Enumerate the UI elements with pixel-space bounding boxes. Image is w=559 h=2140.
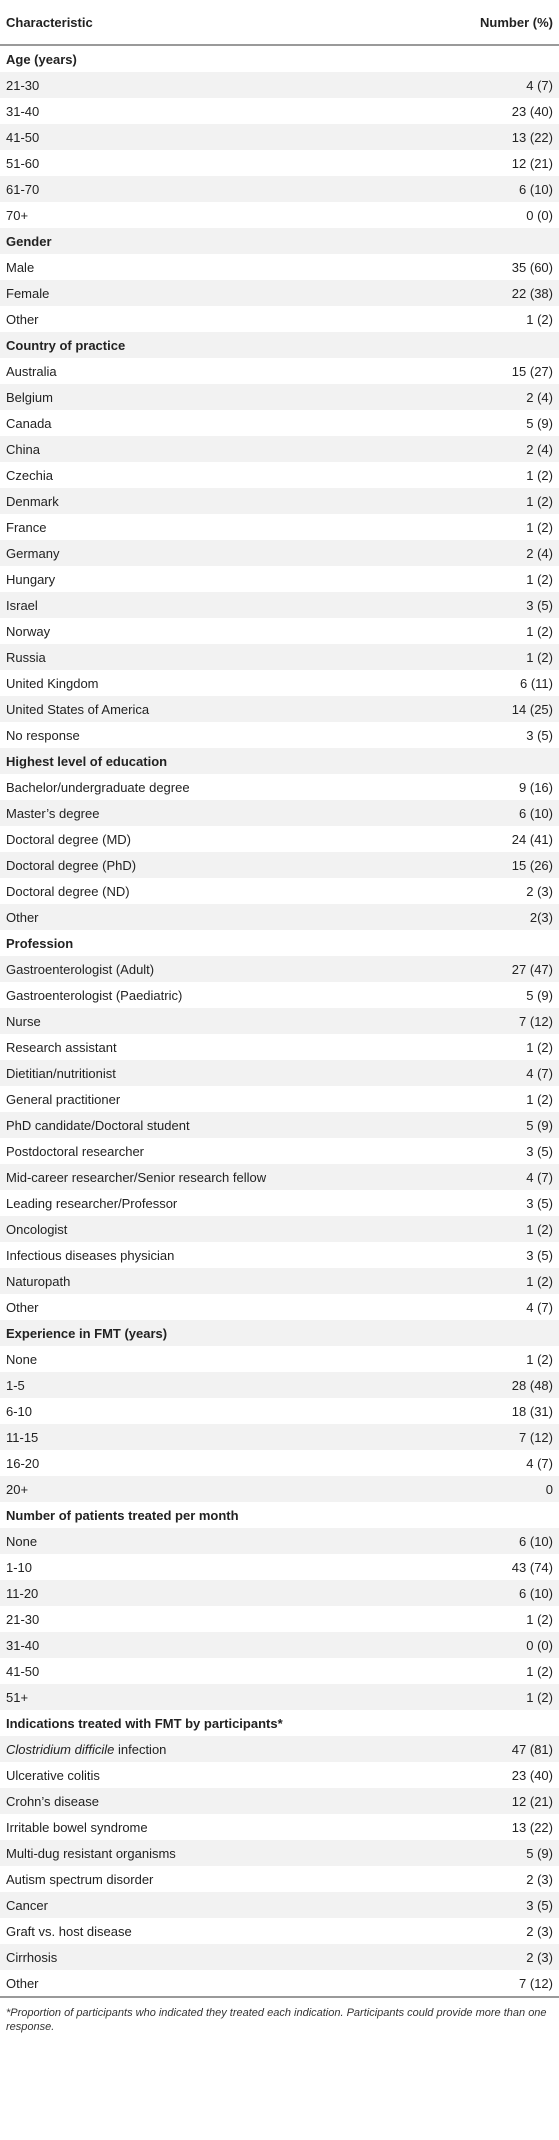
table-row bbox=[0, 410, 559, 436]
table-row bbox=[0, 1164, 559, 1190]
section-header-row bbox=[0, 1320, 559, 1346]
table-row bbox=[0, 540, 559, 566]
section-header-row bbox=[0, 748, 559, 774]
table-row bbox=[0, 696, 559, 722]
row-label-cell: None bbox=[6, 1351, 38, 1367]
table-row bbox=[0, 566, 559, 592]
row-value-cell: 1 (2) bbox=[526, 311, 553, 327]
row-value-cell: 35 (60) bbox=[511, 259, 553, 275]
table-row bbox=[0, 1580, 559, 1606]
table-row bbox=[0, 1762, 559, 1788]
table-row bbox=[0, 306, 559, 332]
row-value-cell: 28 (48) bbox=[391, 1372, 559, 1398]
row-value-cell: 7 (12) bbox=[519, 1975, 553, 1991]
row-value-cell: 1 (2) bbox=[526, 1091, 553, 1107]
row-label-cell: 51+ bbox=[0, 1684, 391, 1710]
table-row bbox=[0, 852, 559, 878]
row-label-cell: France bbox=[6, 519, 47, 535]
table-row bbox=[0, 358, 559, 384]
row-value-cell: 1 (2) bbox=[391, 1268, 559, 1294]
table-row bbox=[0, 72, 559, 98]
table-row bbox=[0, 202, 559, 228]
row-label-cell bbox=[0, 1736, 391, 1762]
section-header: Experience in FMT (years) bbox=[0, 1320, 559, 1346]
row-value-cell: 3 (5) bbox=[526, 1143, 553, 1159]
row-label-cell: 41-50 bbox=[0, 124, 391, 150]
row-value-cell: 4 (7) bbox=[391, 1164, 559, 1190]
table-row bbox=[0, 488, 559, 514]
table-row bbox=[0, 1216, 559, 1242]
row-value-cell: 1 (2) bbox=[391, 644, 559, 670]
row-value-cell: 22 (38) bbox=[391, 280, 559, 306]
row-value-cell: 3 (5) bbox=[526, 1247, 553, 1263]
row-value-cell: 2(3) bbox=[391, 904, 559, 930]
row-label-cell: Leading researcher/Professor bbox=[6, 1195, 178, 1211]
table-row bbox=[0, 1086, 559, 1112]
row-label-cell: Belgium bbox=[0, 384, 391, 410]
row-label-cell: Crohn’s disease bbox=[0, 1788, 391, 1814]
row-label-cell: PhD candidate/Doctoral student bbox=[0, 1112, 391, 1138]
row-label-cell: Ulcerative colitis bbox=[6, 1767, 100, 1783]
row-value-cell: 6 (10) bbox=[391, 800, 559, 826]
row-value-cell: 0 bbox=[391, 1476, 559, 1502]
table-row bbox=[0, 1944, 559, 1970]
table-row bbox=[0, 1450, 559, 1476]
row-label-cell: 21-30 bbox=[0, 72, 391, 98]
table-row bbox=[0, 254, 559, 280]
table-row bbox=[0, 384, 559, 410]
row-value-cell: 5 (9) bbox=[391, 1840, 559, 1866]
row-value-cell: 14 (25) bbox=[391, 696, 559, 722]
table-row bbox=[0, 722, 559, 748]
row-label-cell: Oncologist bbox=[0, 1216, 391, 1242]
row-label-cell: Israel bbox=[0, 592, 391, 618]
row-label-cell: Autism spectrum disorder bbox=[6, 1871, 154, 1887]
row-value-cell: 6 (10) bbox=[391, 176, 559, 202]
row-value-cell: 2 (3) bbox=[526, 883, 553, 899]
row-value-cell: 23 (40) bbox=[511, 1767, 553, 1783]
row-value-cell: 5 (9) bbox=[526, 987, 553, 1003]
row-value-cell: 18 (31) bbox=[511, 1403, 553, 1419]
footnote: *Proportion of participants who indicated they treated each indication. Participants could provide more than one response. bbox=[0, 1996, 559, 2034]
row-value-cell: 13 (22) bbox=[511, 1819, 553, 1835]
table-row bbox=[0, 1424, 559, 1450]
section-header: Age (years) bbox=[6, 51, 77, 67]
row-label-cell: 16-20 bbox=[6, 1455, 40, 1471]
table-row bbox=[0, 1918, 559, 1944]
table-row bbox=[0, 774, 559, 800]
row-value-cell: 2 (4) bbox=[391, 436, 559, 462]
row-value-cell: 4 (7) bbox=[391, 72, 559, 98]
row-value-cell: 1 (2) bbox=[391, 1684, 559, 1710]
table-row bbox=[0, 1970, 559, 1996]
table-row bbox=[0, 1034, 559, 1060]
row-value-cell: 43 (74) bbox=[511, 1559, 553, 1575]
row-value-cell: 1 (2) bbox=[526, 1611, 553, 1627]
row-label-cell: 61-70 bbox=[0, 176, 391, 202]
table-row bbox=[0, 1476, 559, 1502]
row-label-cell: 41-50 bbox=[6, 1663, 40, 1679]
table-row bbox=[0, 124, 559, 150]
row-label-cell: Postdoctoral researcher bbox=[6, 1143, 145, 1159]
table-row bbox=[0, 878, 559, 904]
table-row bbox=[0, 1658, 559, 1684]
row-label-cell: Hungary bbox=[6, 571, 56, 587]
table-body bbox=[0, 45, 559, 1996]
row-label-cell: General practitioner bbox=[6, 1091, 121, 1107]
row-value-cell: 27 (47) bbox=[391, 956, 559, 982]
row-label-cell: Male bbox=[6, 259, 35, 275]
table-row bbox=[0, 1788, 559, 1814]
row-label-cell: Other bbox=[6, 1975, 39, 1991]
header-characteristic: Characteristic bbox=[0, 0, 391, 45]
row-label-cell: Czechia bbox=[6, 467, 53, 483]
row-label-cell: Dietitian/nutritionist bbox=[0, 1060, 391, 1086]
row-label-cell: Germany bbox=[0, 540, 391, 566]
row-label-cell: 70+ bbox=[6, 207, 29, 223]
row-value-cell: 1 (2) bbox=[391, 488, 559, 514]
section-header: Profession bbox=[6, 935, 74, 951]
table-row bbox=[0, 1398, 559, 1424]
row-label-cell: Doctoral degree (ND) bbox=[6, 883, 130, 899]
table-row bbox=[0, 1892, 559, 1918]
row-value-cell: 2 (3) bbox=[526, 1871, 553, 1887]
row-value-cell: 15 (27) bbox=[511, 363, 553, 379]
row-label-cell: Mid-career researcher/Senior research fellow bbox=[0, 1164, 391, 1190]
table-row bbox=[0, 1372, 559, 1398]
row-label-cell: 1-10 bbox=[6, 1559, 33, 1575]
section-header-row bbox=[0, 332, 559, 358]
table-row bbox=[0, 1606, 559, 1632]
table-row bbox=[0, 98, 559, 124]
row-label-cell: Australia bbox=[6, 363, 57, 379]
row-label-cell: United Kingdom bbox=[6, 675, 99, 691]
row-label-cell: Master’s degree bbox=[0, 800, 391, 826]
table-row bbox=[0, 1242, 559, 1268]
row-label-cell: Norway bbox=[6, 623, 51, 639]
table-row bbox=[0, 1814, 559, 1840]
section-header: Gender bbox=[0, 228, 559, 254]
row-value-cell: 3 (5) bbox=[526, 1195, 553, 1211]
table-row bbox=[0, 618, 559, 644]
row-value-cell: 5 (9) bbox=[526, 415, 553, 431]
row-label-cell: Canada bbox=[6, 415, 52, 431]
section-header: Number of patients treated per month bbox=[6, 1507, 239, 1523]
row-label-cell: Naturopath bbox=[0, 1268, 391, 1294]
table-row bbox=[0, 1840, 559, 1866]
row-value-cell: 12 (21) bbox=[511, 155, 553, 171]
row-label-cell: Research assistant bbox=[6, 1039, 117, 1055]
row-value-cell: 3 (5) bbox=[526, 727, 553, 743]
table-row bbox=[0, 1528, 559, 1554]
row-value-cell: 24 (41) bbox=[511, 831, 553, 847]
row-value-cell: 1 (2) bbox=[526, 623, 553, 639]
row-value-cell: 12 (21) bbox=[391, 1788, 559, 1814]
row-value-cell: 6 (11) bbox=[520, 675, 553, 691]
row-value-cell: 4 (7) bbox=[391, 1060, 559, 1086]
table-row bbox=[0, 826, 559, 852]
row-label-cell: Cirrhosis bbox=[0, 1944, 391, 1970]
row-value-cell: 13 (22) bbox=[391, 124, 559, 150]
table-row bbox=[0, 280, 559, 306]
row-label-cell: Graft vs. host disease bbox=[6, 1923, 132, 1939]
table-row bbox=[0, 1684, 559, 1710]
row-value-cell: 3 (5) bbox=[391, 1892, 559, 1918]
table-row bbox=[0, 592, 559, 618]
row-label-cell: Bachelor/undergraduate degree bbox=[6, 779, 190, 795]
row-label-cell: 11-20 bbox=[0, 1580, 391, 1606]
table-header bbox=[0, 0, 559, 45]
table-row bbox=[0, 1866, 559, 1892]
row-label-cell: 51-60 bbox=[6, 155, 40, 171]
row-value-cell: 9 (16) bbox=[519, 779, 553, 795]
row-value-cell: 1 (2) bbox=[526, 571, 553, 587]
row-label-cell: None bbox=[0, 1528, 391, 1554]
row-value-cell: 3 (5) bbox=[391, 592, 559, 618]
row-label-cell: Russia bbox=[0, 644, 391, 670]
row-label-cell: China bbox=[0, 436, 391, 462]
table-row bbox=[0, 1268, 559, 1294]
table-row bbox=[0, 1190, 559, 1216]
table-row bbox=[0, 800, 559, 826]
row-label-cell: Other bbox=[6, 311, 39, 327]
table-row bbox=[0, 982, 559, 1008]
table-row bbox=[0, 1736, 559, 1762]
row-label-cell: 20+ bbox=[0, 1476, 391, 1502]
table-row bbox=[0, 1060, 559, 1086]
row-label-cell: 21-30 bbox=[6, 1611, 40, 1627]
table-row bbox=[0, 644, 559, 670]
section-header: Country of practice bbox=[0, 332, 559, 358]
row-value-cell: 5 (9) bbox=[391, 1112, 559, 1138]
table-row bbox=[0, 462, 559, 488]
table-row bbox=[0, 150, 559, 176]
row-label-cell: United States of America bbox=[0, 696, 391, 722]
row-label-cell: Doctoral degree (MD) bbox=[6, 831, 131, 847]
row-value-cell: 2 (3) bbox=[391, 1944, 559, 1970]
row-label-cell: 31-40 bbox=[0, 1632, 391, 1658]
row-label-cell: 1-5 bbox=[0, 1372, 391, 1398]
section-header-row bbox=[0, 45, 559, 72]
table-row bbox=[0, 1294, 559, 1320]
table-row bbox=[0, 670, 559, 696]
row-label-cell: Irritable bowel syndrome bbox=[6, 1819, 148, 1835]
section-header-row bbox=[0, 930, 559, 956]
row-value-cell: 1 (2) bbox=[526, 1663, 553, 1679]
table-row bbox=[0, 436, 559, 462]
section-header-row bbox=[0, 1502, 559, 1528]
row-label-cell: Cancer bbox=[0, 1892, 391, 1918]
table-row bbox=[0, 1632, 559, 1658]
table-row bbox=[0, 1346, 559, 1372]
table-row bbox=[0, 514, 559, 540]
row-value-cell: 1 (2) bbox=[526, 519, 553, 535]
section-header: Highest level of education bbox=[0, 748, 559, 774]
row-value-cell: 2 (4) bbox=[391, 540, 559, 566]
row-value-cell: 4 (7) bbox=[526, 1455, 553, 1471]
row-value-cell: 47 (81) bbox=[391, 1736, 559, 1762]
row-label-cell: 6-10 bbox=[6, 1403, 33, 1419]
row-value-cell: 2 (3) bbox=[526, 1923, 553, 1939]
row-value-cell: 4 (7) bbox=[526, 1299, 553, 1315]
section-header-row bbox=[0, 1710, 559, 1736]
row-value-cell: 1 (2) bbox=[526, 467, 553, 483]
row-label-italic: Clostridium difficile bbox=[6, 1741, 115, 1757]
row-value-cell: 1 (2) bbox=[526, 1039, 553, 1055]
row-value-cell: 6 (10) bbox=[391, 1528, 559, 1554]
row-label-cell: Doctoral degree (PhD) bbox=[0, 852, 391, 878]
row-label-cell: Female bbox=[0, 280, 391, 306]
table-row bbox=[0, 904, 559, 930]
row-label-cell: 11-15 bbox=[0, 1424, 391, 1450]
table-row bbox=[0, 176, 559, 202]
row-label-cell: Other bbox=[0, 904, 391, 930]
header-number: Number (%) bbox=[391, 0, 559, 45]
row-label-cell: No response bbox=[6, 727, 80, 743]
row-label-cell: Denmark bbox=[0, 488, 391, 514]
table-row bbox=[0, 956, 559, 982]
row-label-cell: Gastroenterologist (Adult) bbox=[0, 956, 391, 982]
row-value-cell: 7 (12) bbox=[391, 1424, 559, 1450]
table-row bbox=[0, 1112, 559, 1138]
table-row bbox=[0, 1554, 559, 1580]
header-row bbox=[0, 0, 559, 45]
row-label-suffix: infection bbox=[114, 1741, 167, 1757]
row-label-cell: Other bbox=[6, 1299, 39, 1315]
row-label-cell: Gastroenterologist (Paediatric) bbox=[6, 987, 183, 1003]
table-row bbox=[0, 1138, 559, 1164]
row-value-cell: 0 (0) bbox=[526, 207, 553, 223]
row-value-cell: 0 (0) bbox=[391, 1632, 559, 1658]
row-value-cell: 2 (4) bbox=[391, 384, 559, 410]
section-header: Indications treated with FMT by participants* bbox=[6, 1715, 283, 1731]
row-value-cell: 1 (2) bbox=[526, 1351, 553, 1367]
row-value-cell: 6 (10) bbox=[391, 1580, 559, 1606]
section-header-row bbox=[0, 228, 559, 254]
table-row bbox=[0, 1008, 559, 1034]
row-value-cell: 1 (2) bbox=[391, 1216, 559, 1242]
row-label-cell: Multi-dug resistant organisms bbox=[0, 1840, 391, 1866]
row-label-cell: Nurse bbox=[0, 1008, 391, 1034]
row-value-cell: 7 (12) bbox=[391, 1008, 559, 1034]
row-value-cell: 23 (40) bbox=[511, 103, 553, 119]
row-label-cell: Infectious diseases physician bbox=[6, 1247, 175, 1263]
row-value-cell: 15 (26) bbox=[391, 852, 559, 878]
row-label-cell: 31-40 bbox=[6, 103, 40, 119]
